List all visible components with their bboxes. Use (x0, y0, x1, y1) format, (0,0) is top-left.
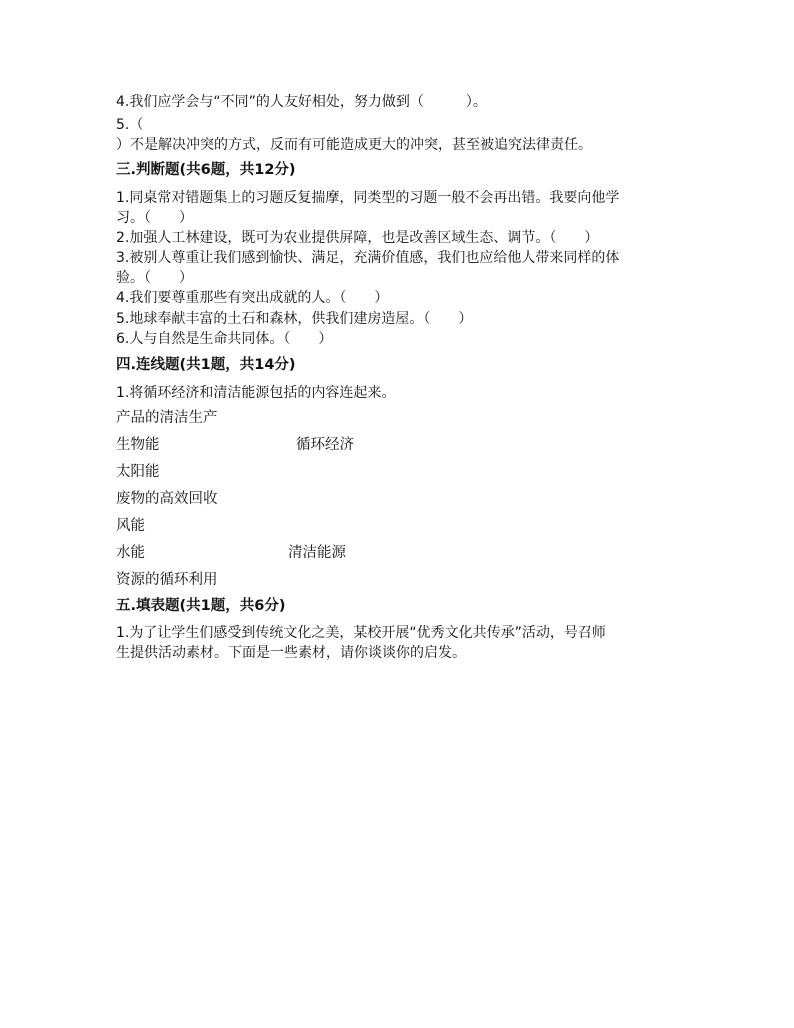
match-left-item: 产品的清洁生产 (116, 410, 218, 426)
judge-question-1-line1: 1.同桌常对错题集上的习题反复揣摩，同类型的习题一般不会再出错。我要向他学 (116, 190, 620, 206)
judge-question-5: 5.地球奉献丰富的土石和森林，供我们建房造屋。（ ） (116, 311, 473, 327)
table-question-1-line1: 1.为了让学生们感受到传统文化之美，某校开展“优秀文化共传承”活动，号召师 (116, 625, 606, 641)
judge-question-6: 6.人与自然是生命共同体。（ ） (116, 331, 333, 347)
judge-question-2: 2.加强人工林建设，既可为农业提供屏障，也是改善区域生态、调节。（ ） (116, 230, 599, 246)
match-left-item: 生物能 (116, 437, 160, 453)
match-left-item: 水能 (116, 545, 145, 561)
match-instruction: 1.将循环经济和清洁能源包括的内容连起来。 (116, 385, 396, 401)
judge-question-4: 4.我们要尊重那些有突出成就的人。（ ） (116, 290, 389, 306)
match-left-item: 资源的循环利用 (116, 572, 218, 588)
table-section-heading: 五.填表题(共1题，共6分) (116, 598, 286, 614)
judge-question-1-line2: 习。（ ） (116, 210, 193, 226)
question-4-prev: 4.我们应学会与“不同”的人友好相处，努力做到（ ）。 (116, 94, 487, 110)
match-left-item: 太阳能 (116, 464, 160, 480)
judge-question-3-line2: 验。（ ） (116, 270, 193, 286)
match-left-item: 废物的高效回收 (116, 491, 218, 507)
match-right-item: 清洁能源 (288, 545, 346, 561)
judge-question-3-line1: 3.被别人尊重让我们感到愉快、满足，充满价值感，我们也应给他人带来同样的体 (116, 250, 620, 266)
question-5-prev-line2: ）不是解决冲突的方式，反而有可能造成更大的冲突，甚至被追究法律责任。 (116, 137, 592, 153)
match-right-item: 循环经济 (296, 437, 354, 453)
match-left-item: 风能 (116, 518, 145, 534)
question-5-prev-line1: 5.（ (116, 117, 144, 133)
match-section-heading: 四.连线题(共1题，共14分) (116, 357, 296, 373)
judge-section-heading: 三.判断题(共6题，共12分) (116, 162, 296, 178)
table-question-1-line2: 生提供活动素材。下面是一些素材，请你谈谈你的启发。 (116, 645, 466, 661)
